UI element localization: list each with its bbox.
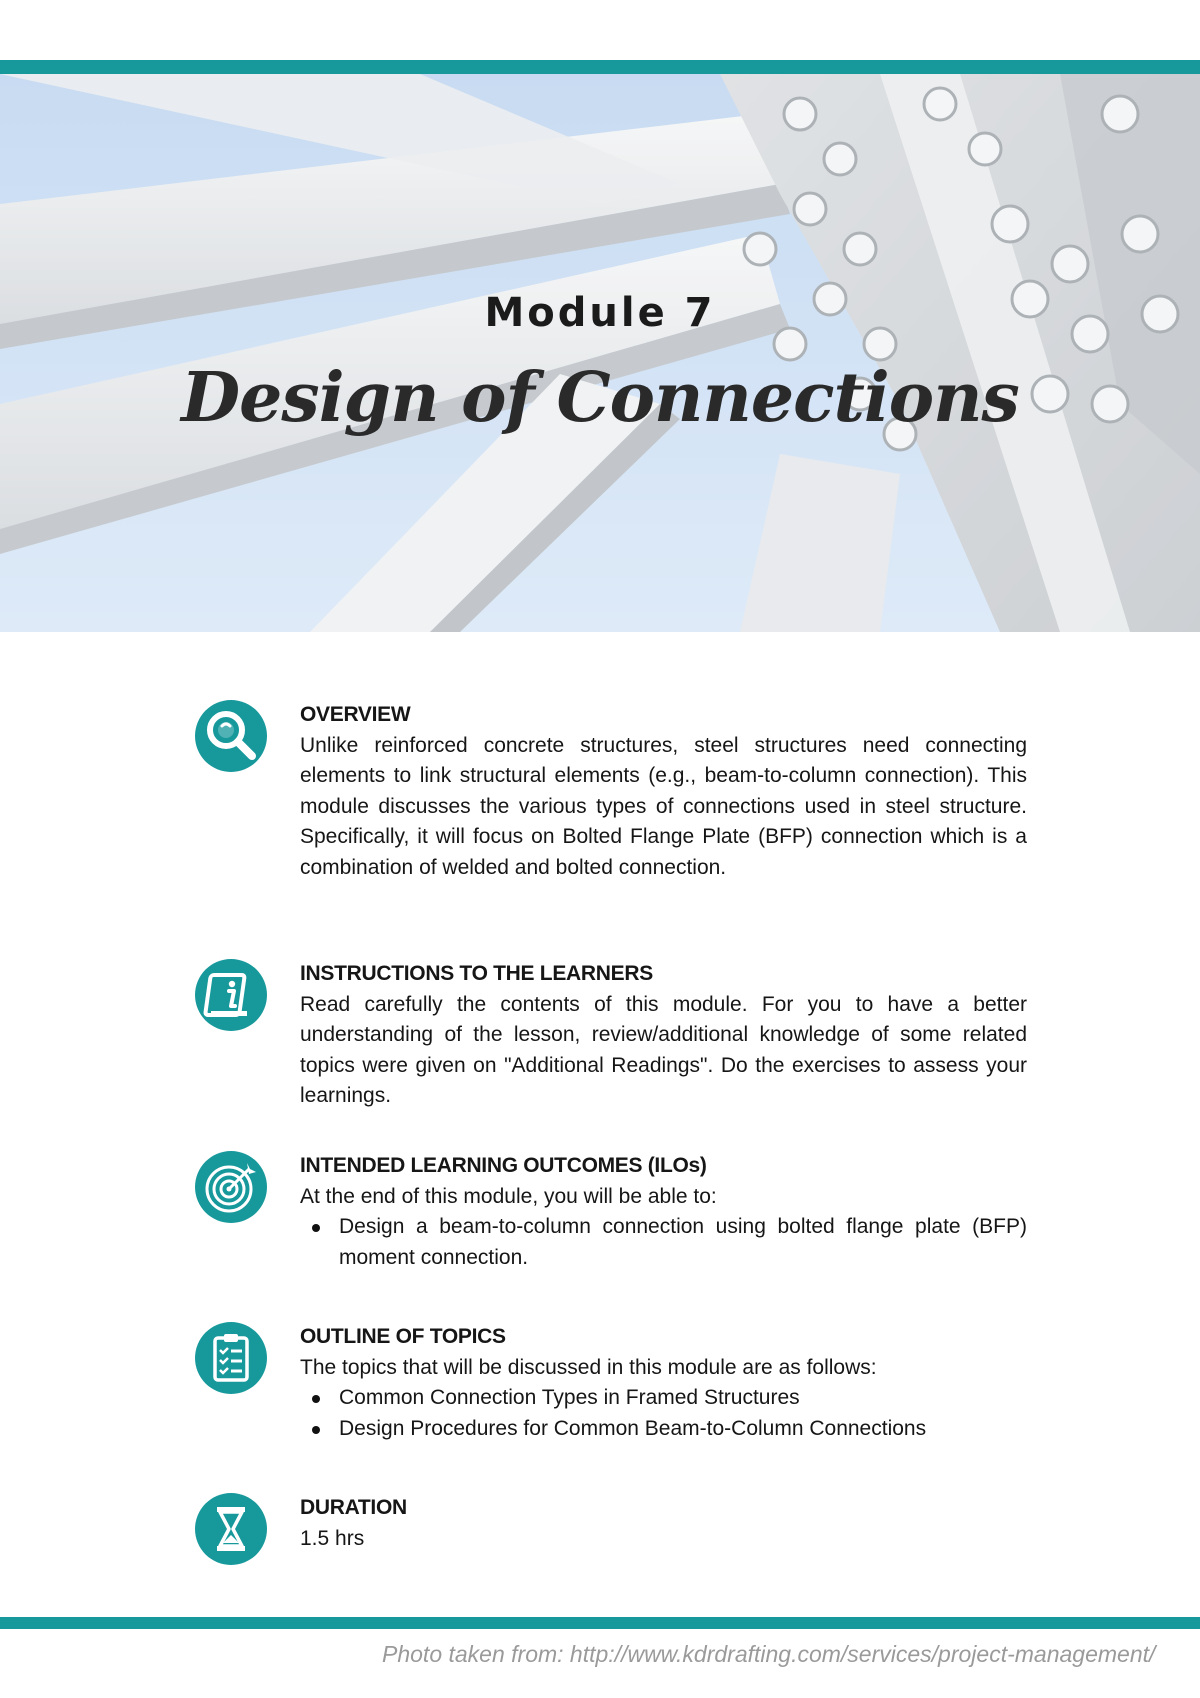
outline-intro: The topics that will be discussed in this module are as follows:	[300, 1355, 877, 1379]
hero-overlay	[0, 74, 1200, 632]
duration-section	[195, 1493, 1027, 1573]
ilos-list	[300, 1212, 1027, 1273]
target-icon	[195, 1151, 267, 1223]
module-title: Design of Connections	[181, 358, 1019, 438]
outline-list	[300, 1383, 1027, 1444]
magnifier-icon	[195, 700, 267, 772]
overview-heading: OVERVIEW	[300, 703, 411, 726]
ilos-section	[195, 1151, 1027, 1271]
hero-banner	[0, 74, 1200, 632]
ilos-intro: At the end of this module, you will be able to:	[300, 1184, 717, 1208]
outline-heading: OUTLINE OF TOPICS	[300, 1325, 506, 1348]
module-label: Module 7	[484, 290, 716, 336]
duration-body: 1.5 hrs	[300, 1526, 365, 1550]
top-accent-bar	[0, 60, 1200, 74]
list-item: Design a beam-to-column connection using bolted flange plate (BFP) moment connection.	[300, 1212, 1027, 1273]
instructions-heading: INSTRUCTIONS TO THE LEARNERS	[300, 962, 653, 985]
info-book-icon	[195, 959, 267, 1031]
list-item: Design Procedures for Common Beam-to-Column Connections	[300, 1414, 1027, 1445]
hourglass-icon	[195, 1493, 267, 1565]
duration-heading: DURATION	[300, 1496, 407, 1519]
bottom-accent-bar	[0, 1617, 1200, 1629]
overview-section	[195, 700, 1027, 910]
instructions-body: Read carefully the contents of this module. For you to have a better understanding of the lesson, review/additional knowledge of some related topics were given on "Additional Readings". Do the exercises to assess your learnings.	[300, 992, 1027, 1107]
instructions-section	[195, 959, 1027, 1109]
ilos-heading: INTENDED LEARNING OUTCOMES (ILOs)	[300, 1154, 707, 1177]
clipboard-checklist-icon	[195, 1322, 267, 1394]
overview-body: Unlike reinforced concrete structures, steel structures need connecting elements to link structural elements (e.g., beam-to-column connection). This module discusses the various types of connections used in steel structure. Specifically, it will focus on Bolted Flange Plate (BFP) connection which is a combination of welded and bolted connection.	[300, 733, 1027, 879]
outline-section	[195, 1322, 1027, 1442]
list-item: Common Connection Types in Framed Structures	[300, 1383, 1027, 1414]
photo-credit: Photo taken from: http://www.kdrdrafting.com/services/project-management/	[382, 1641, 1156, 1667]
